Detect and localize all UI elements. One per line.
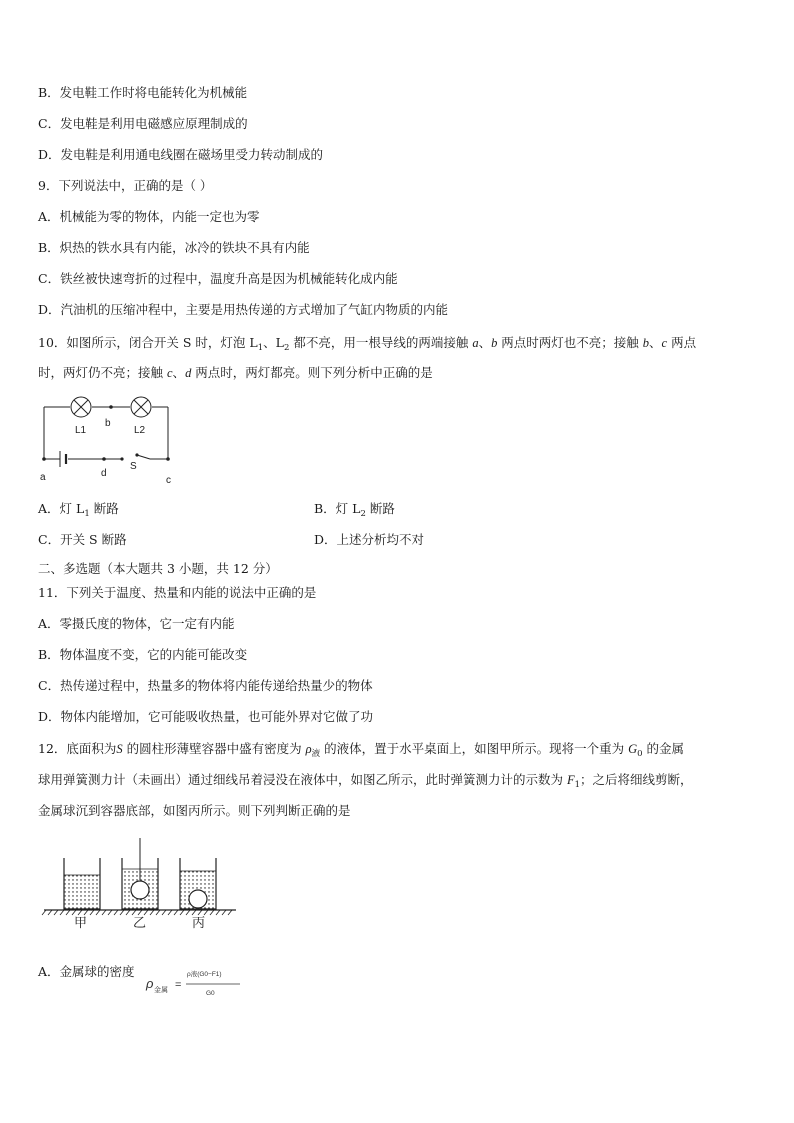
- container-bing: [180, 858, 216, 909]
- label-jia: 甲: [74, 915, 88, 930]
- label-l1: L1: [75, 425, 87, 436]
- label-a: a: [40, 472, 46, 483]
- switch-icon: [120, 453, 138, 460]
- svg-text:=: =: [175, 979, 182, 991]
- container-yi: [122, 838, 158, 909]
- container-jia: [64, 858, 100, 909]
- option-9b: B．炽热的铁水具有内能，冰冷的铁块不具有内能: [38, 240, 310, 255]
- question-9-stem: 9．下列说法中，正确的是（ ）: [38, 178, 213, 193]
- option-8b: B．发电鞋工作时将电能转化为机械能: [38, 85, 248, 100]
- option-8c: C．发电鞋是利用电磁感应原理制成的: [38, 116, 248, 131]
- option-11d: D．物体内能增加，它可能吸收热量，也可能外界对它做了功: [38, 709, 374, 724]
- question-11-stem: 11．下列关于温度、热量和内能的说法中正确的是: [38, 585, 317, 600]
- label-bing: 丙: [192, 915, 206, 930]
- lamp-l2-icon: [131, 397, 151, 417]
- label-b: b: [105, 418, 111, 429]
- label-s: S: [130, 461, 137, 472]
- option-11a: A．零摄氏度的物体，它一定有内能: [38, 616, 235, 631]
- label-c: c: [166, 475, 171, 486]
- option-10a: A．灯 $L_1$ 断路: [38, 501, 119, 519]
- option-12a: A．金属球的密度: [38, 964, 135, 979]
- formula-denominator: G0: [206, 990, 215, 997]
- question-10-line-2: 时，两灯仍不亮；接触 c、d 两点时，两灯都亮。则下列分析中正确的是: [38, 365, 433, 380]
- section-2-heading: 二、多选题（本大题共 3 小题，共 12 分）: [38, 561, 278, 576]
- option-10d: D．上述分析均不对: [314, 532, 425, 547]
- option-8d: D．发电鞋是利用通电线圈在磁场里受力转动制成的: [38, 147, 324, 162]
- option-9a: A．机械能为零的物体，内能一定也为零: [38, 209, 260, 224]
- option-9d: D．汽油机的压缩冲程中，主要是用热传递的方式增加了气缸内物质的内能: [38, 302, 449, 317]
- question-10-line-1: 10．如图所示，闭合开关 S 时，灯泡 $L_1$、$L_2$ 都不亮，用一根导线的两端接触 a、b 两点时两灯也不亮；接触 b、c 两点: [38, 335, 697, 353]
- formula-lhs-sub: 金属: [154, 987, 168, 994]
- lamp-l1-icon: [71, 397, 91, 417]
- formula-lhs: ρ: [146, 976, 154, 991]
- option-9c: C．铁丝被快速弯折的过程中，温度升高是因为机械能转化成内能: [38, 271, 398, 286]
- question-12-line-2: 球用弹簧测力计（未画出）通过细线吊着浸没在液体中，如图乙所示，此时弹簧测力计的示数为 $F_1$；之后将细线剪断，: [38, 772, 693, 790]
- density-formula: [144, 962, 254, 1004]
- option-11c: C．热传递过程中，热量多的物体将内能传递给热量少的物体: [38, 678, 373, 693]
- option-11b: B．物体温度不变，它的内能可能改变: [38, 647, 248, 662]
- label-l2: L2: [134, 425, 146, 436]
- question-12-line-1: 12．底面积为S 的圆柱形薄壁容器中盛有密度为 $\rho_液$ 的液体，置于水平桌面上，如图甲所示。现将一个重为 $G_0$ 的金属: [38, 741, 685, 759]
- label-d: d: [101, 468, 107, 479]
- circuit-diagram: [38, 392, 188, 492]
- containers-diagram: [40, 838, 240, 933]
- question-12-line-3: 金属球沉到容器底部，如图丙所示。则下列判断正确的是: [38, 803, 351, 818]
- battery-icon: [60, 451, 66, 467]
- label-yi: 乙: [133, 915, 147, 930]
- option-10c: C．开关 S 断路: [38, 532, 127, 547]
- formula-numerator: ρ液(G0−F1): [187, 971, 222, 978]
- option-10b: B．灯 $L_2$ 断路: [314, 501, 395, 519]
